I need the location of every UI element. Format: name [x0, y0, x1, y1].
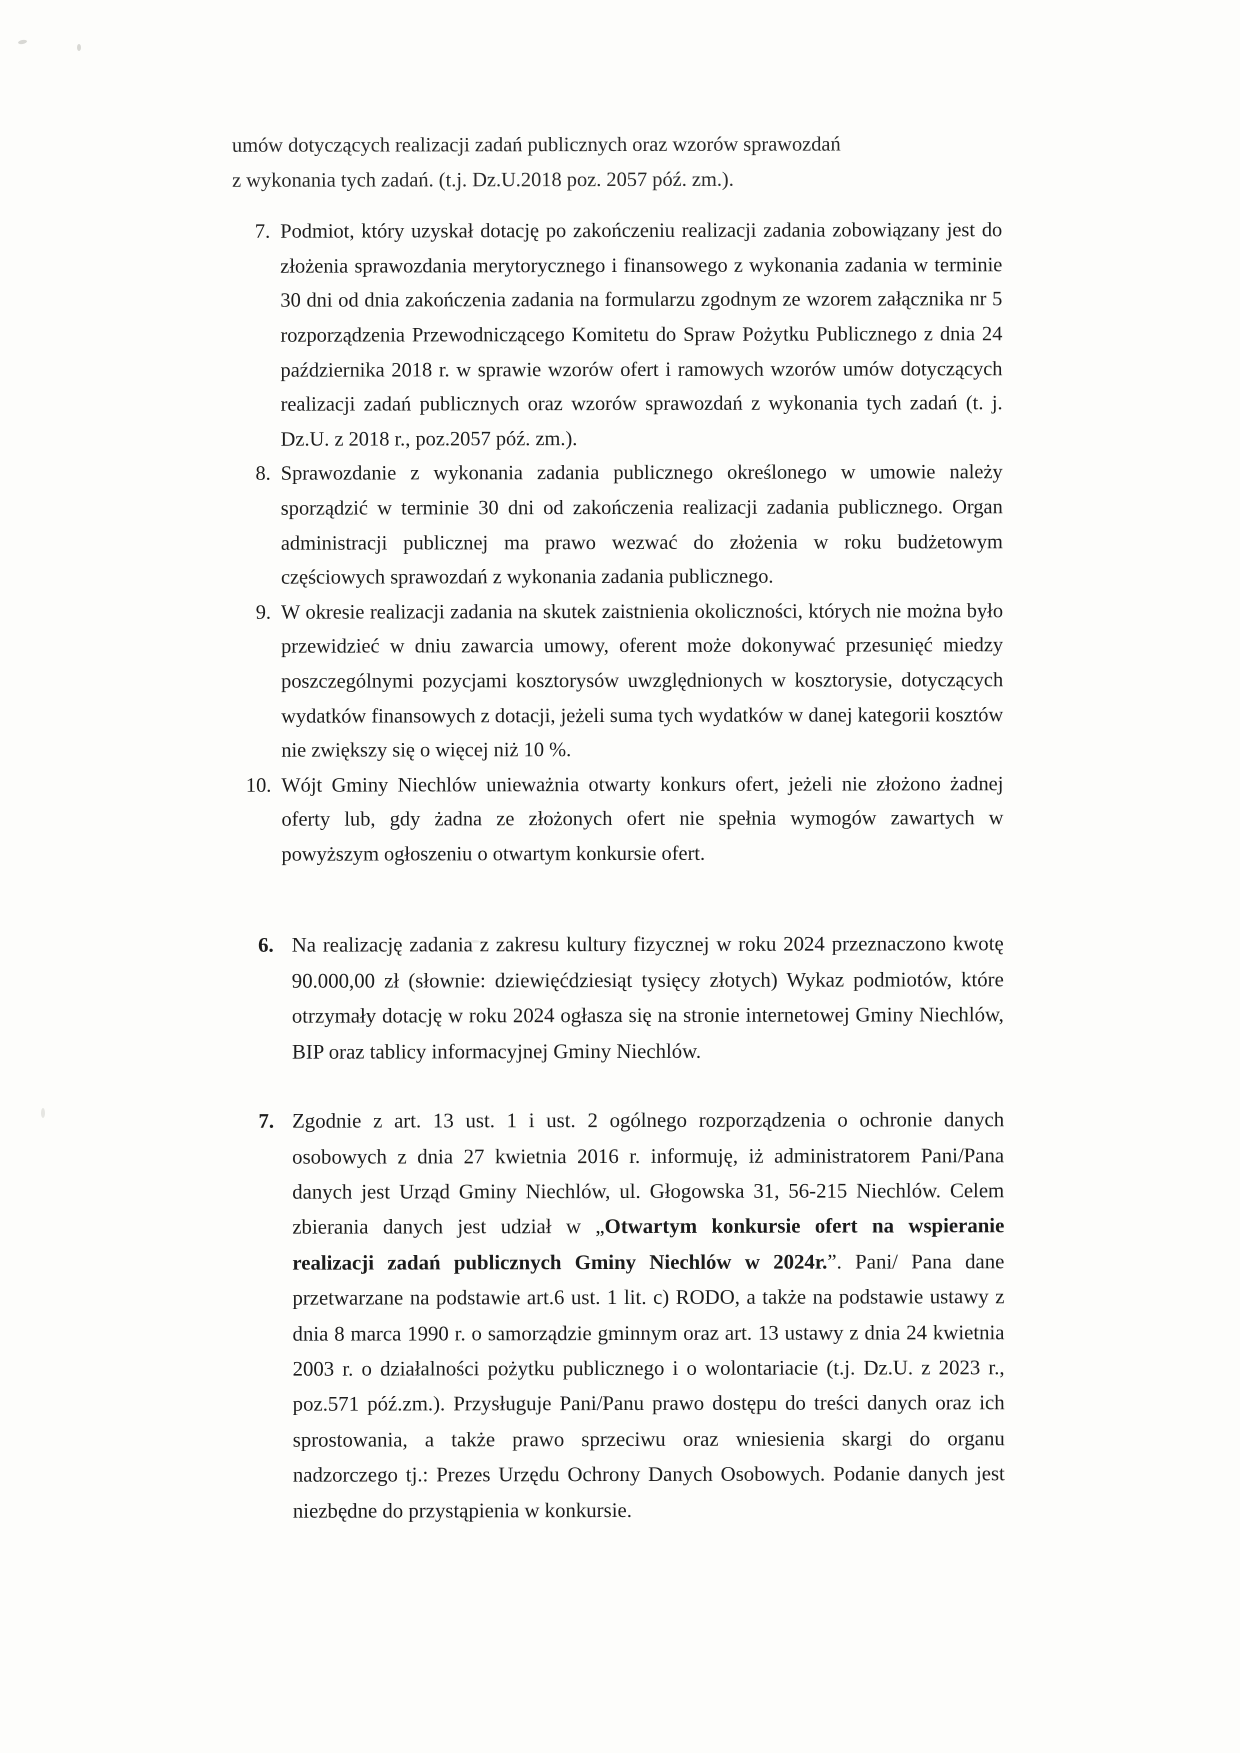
list-item-7-number: 7. [254, 220, 271, 243]
competition-title-bold: Otwartym konkursie ofert na wspieranie realizacji zadań publicznych Gminy Niechlów w 2024r. [292, 1214, 1005, 1275]
scan-speck-icon [18, 39, 28, 45]
quote-open: „ [595, 1215, 605, 1239]
list-item-8-number: 8. [255, 463, 271, 486]
section-gap [234, 1068, 1004, 1104]
scan-speck-icon [77, 44, 81, 51]
list-item-7-text: Podmiot, który uzyskał dotację po zakończeniu realizacji zadania zobowiązany jest do złożenia sprawozdania merytorycznego i finansowego z wykonania zadania w terminie 30 dni od dnia zakończenia zadania na formularzu zgodnym ze wzorem załącznika nr 5 rozporządzenia Przewodniczącego Komitetu do Spraw Pożytku Publicznego z dnia 24 października 2018 r. w sprawie wzorów ofert i ramowych wzorów umów dotyczących realizacji zadań publicznych oraz wzorów sprawozdań z wykonania tych zadań (t. j. Dz.U. z 2018 r., poz.2057 póź. zm.). [280, 219, 1003, 451]
toplist-item-6-wrapper [234, 927, 1004, 1070]
list-item-10-text: Wójt Gminy Niechlów unieważnia otwarty konkurs ofert, jeżeli nie złożono żadnej oferty lub, gdy żadna ze złożonych ofert nie spełnia wymogów zawartych w powyższym ogłoszeniu o otwartym konkursie ofert. [281, 772, 1004, 866]
document-body [232, 127, 1005, 1529]
toplist-item-7-number: 7. [258, 1109, 275, 1133]
toplist-item-6 [234, 927, 1004, 1070]
intro-line-1: umów dotyczących realizacji zadań publicznych oraz wzorów sprawozdań [232, 133, 841, 157]
list-item-8-text: Sprawozdanie z wykonania zadania publicznego określonego w umowie należy sporządzić w terminie 30 dni od zakończenia realizacji zadania publicznego. Organ administracji publicznej ma prawo wezwać do złożenia w roku budżetowym częściowych sprawozdań z wykonania zadania publicznego. [280, 461, 1003, 589]
list-item-9-number: 9. [255, 601, 272, 624]
section-gap [234, 887, 1004, 929]
intro-line-2: z wykonania tych zadań. (t.j. Dz.U.2018 poz. 2057 póź. zm.). [232, 168, 734, 192]
toplist-item-7-part1: Zgodnie z art. 13 ust. 1 i ust. 2 ogólnego rozporządzenia o ochronie danych osobowych z dnia 27 kwietnia 2016 r. informuję, iż administratorem Pani/Pana danych jest Urząd Gminy Niechlów, ul. Głogowska 31, 56-215 Niechlów. Celem zbierania danych jest udział w [292, 1108, 1005, 1239]
list-item-8 [233, 456, 1003, 596]
list-item-10-number: 10. [245, 774, 272, 797]
sublist-items-7-10 [232, 213, 1003, 872]
toplist-item-7-wrapper [234, 1102, 1005, 1528]
toplist-item-7-part2: Pani/ Pana dane przetwarzane na podstawie art.6 ust. 1 lit. c) RODO, a także na podstawie ustawy z dnia 8 marca 1990 r. o samorządzie gminnym oraz art. 13 ustawy z dnia 24 kwietnia 2003 r. o działalności pożytku publicznego i o wolontariacie (t.j. Dz.U. z 2023 r., poz.571 póź.zm.). Przysługuje Pani/Panu prawo dostępu do treści danych oraz ich sprostowania, a także prawo sprzeciwu oraz wniesienia skargi do organu nadzorczego tj.: Prezes Urzędu Ochrony Danych Osobowych. Podanie danych jest niezbędne do przystąpienia w konkursie. [292, 1249, 1005, 1523]
toplist-item-7 [234, 1102, 1005, 1528]
intro-paragraph [232, 127, 1002, 198]
quote-close: ”. [827, 1250, 842, 1274]
list-item-9 [233, 594, 1003, 769]
toplist-item-6-number: 6. [258, 934, 274, 958]
list-item-7 [232, 213, 1003, 457]
list-item-9-text: W okresie realizacji zadania na skutek zaistnienia okoliczności, których nie można było przewidzieć w dniu zawarcia umowy, oferent może dokonywać przesunięć miedzy poszczególnymi pozycjami kosztorysów uwzględnionych w kosztorysie, dotyczących wydatków finansowych z dotacji, jeżeli suma tych wydatków w danej kategorii kosztów nie zwiększy się o więcej niż 10 %. [280, 599, 1004, 762]
list-item-10 [233, 767, 1003, 872]
scan-speck-icon [41, 1108, 45, 1118]
toplist-item-6-text: Na realizację zadania z zakresu kultury fizycznej w roku 2024 przeznaczono kwotę 90.000,00 zł (słownie: dziewięćdziesiąt tysięcy złotych) Wykaz podmiotów, które otrzymały dotację w roku 2024 ogłasza się na stronie internetowej Gminy Niechlów, BIP oraz tablicy informacyjnej Gminy Niechlów. [291, 932, 1004, 1064]
